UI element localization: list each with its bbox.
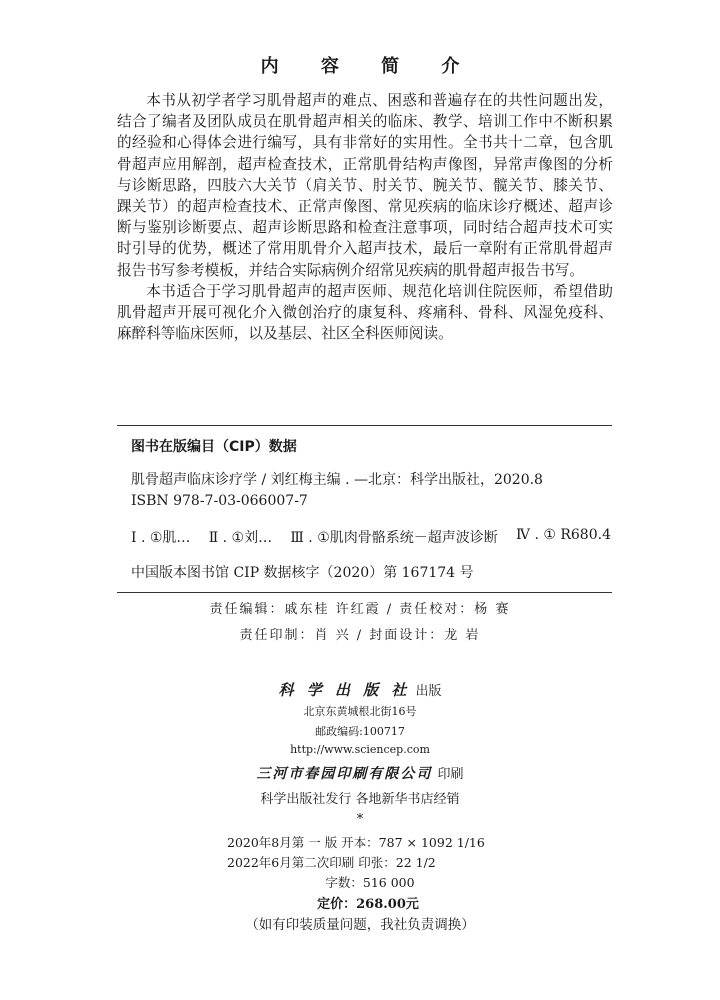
printer-line bbox=[0, 763, 720, 783]
distribution: 科学出版社发行 各地新华书店经销 bbox=[260, 792, 460, 807]
publisher-postcode: 邮政编码:100717 bbox=[315, 725, 405, 738]
printer-suffix: 印刷 bbox=[437, 767, 464, 782]
staff-line-2: 责任印制：肖 兴 / 封面设计：龙 岩 bbox=[239, 628, 481, 643]
cip-header: 图书在版编目（CIP）数据 bbox=[131, 439, 297, 455]
separator-star: * bbox=[356, 812, 364, 827]
publisher-name: 科 学 出 版 社 bbox=[278, 681, 411, 699]
publisher-address: 北京东黄城根北街16号 bbox=[303, 705, 417, 718]
price-value: 268.00元 bbox=[356, 897, 419, 912]
classification-item: Ⅳ . ① R680.4 bbox=[516, 527, 611, 543]
cip-classification bbox=[131, 527, 611, 547]
page-title: 内 容 简 介 bbox=[260, 56, 478, 77]
summary-paragraph-2: 本书适合于学习肌骨超声的超声医师、规范化培训住院医师，希望借助肌骨超声开展可视化介入微创治疗的康复科、疼痛科、骨科、风湿免疫科、麻醉科等临床医师，以及基层、社区全科医师阅读。 bbox=[117, 282, 613, 343]
cip-isbn: ISBN 978-7-03-066007-7 bbox=[131, 493, 308, 509]
publisher-line bbox=[0, 679, 720, 700]
cip-bottom-rule bbox=[117, 592, 612, 593]
publisher-website: http://www.sciencep.com bbox=[290, 743, 430, 756]
cip-record-number: 中国版本图书馆 CIP 数据核字（2020）第 167174 号 bbox=[131, 565, 474, 581]
publisher-suffix: 出版 bbox=[415, 684, 442, 699]
printer-name: 三河市春园印刷有限公司 bbox=[256, 766, 433, 782]
price-label: 定价： bbox=[317, 897, 357, 912]
summary-paragraph-1: 本书从初学者学习肌骨超声的难点、困惑和普遍存在的共性问题出发，结合了编者及团队成员在肌骨超声相关的临床、教学、培训工作中不断积累的经验和心得体会进行编写，具有非常好的实用性。全书共十二章，包含肌骨超声应用解剖，超声检查技术，正常肌骨结构声像图，异常声像图的分析与诊断思路，四肢六大关节（肩关节、肘关节、腕关节、髋关节、膝关节、踝关节）的超声检查技术、正常声像图、常见疾病的临床诊疗概述、超声诊断与鉴别诊断要点、超声诊断思路和检查注意事项，同时结合超声技术可实时引导的优势，概述了常用肌骨介入超声技术，最后一章附有正常肌骨超声报告书写参考模板，并结合实际病例介绍常见疾病的肌骨超声报告书写。 bbox=[117, 92, 613, 279]
content-summary bbox=[117, 90, 613, 344]
cip-title-line: 肌骨超声临床诊疗学 / 刘红梅主编 . —北京：科学出版社，2020.8 bbox=[131, 472, 543, 488]
cip-top-rule bbox=[117, 425, 612, 426]
price-line bbox=[0, 893, 720, 912]
printing-info: 2022年6月第二次印刷 印张：22 1/2 bbox=[227, 855, 436, 870]
classification-item: Ⅲ . ①肌肉骨骼系统－超声波诊断 bbox=[290, 530, 498, 546]
classification-item: Ⅰ . ①肌… bbox=[131, 530, 191, 546]
edition-info: 2020年8月第 一 版 开本：787 × 1092 1/16 bbox=[227, 835, 485, 850]
word-count: 字数：516 000 bbox=[325, 875, 415, 890]
classification-item: Ⅱ . ①刘… bbox=[208, 530, 273, 546]
staff-line-1: 责任编辑：戚东桂 许红霞 / 责任校对：杨 赛 bbox=[209, 602, 511, 617]
quality-notice: （如有印装质量问题，我社负责调换） bbox=[245, 917, 475, 933]
